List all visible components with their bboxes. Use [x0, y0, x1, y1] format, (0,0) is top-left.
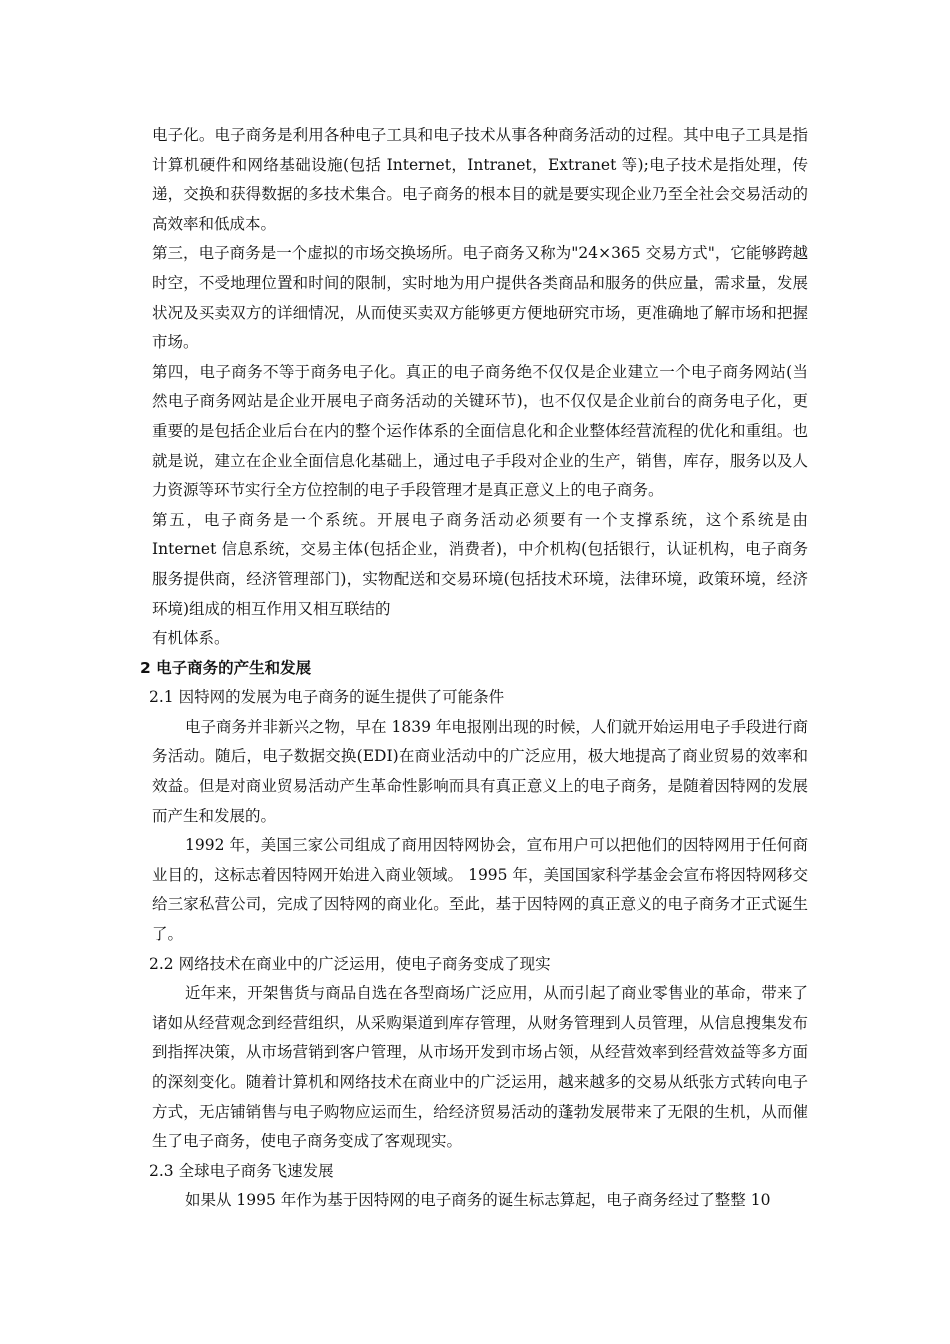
- section-heading-2: 2 电子商务的产生和发展: [140, 658, 312, 677]
- document-body: [140, 121, 808, 1216]
- paragraph-electronic-tools: 电子化。电子商务是利用各种电子工具和电子技术从事各种商务活动的过程。其中电子工具是指计算机硬件和网络基础设施(包括 Internet，Intranet，Extranet 等);电子技术是指处理，传递，交换和获得数据的多技术集合。电子商务的根本目的就是要实现企业乃至全社会交易活动的高效率和低成本。: [152, 126, 808, 233]
- subsection-heading-2-2: 2.2 网络技术在商业中的广泛运用，使电子商务变成了现实: [149, 954, 551, 973]
- paragraph-network-technology: 近年来，开架售货与商品自选在各型商场广泛应用，从而引起了商业零售业的革命，带来了诸如从经营观念到经营组织，从采购渠道到库存管理，从财务管理到人员管理，从信息搜集发布到指挥决策，从市场营销到客户管理，从市场开发到市场占领，从经营效率到经营效益等多方面的深刻变化。随着计算机和网络技术在商业中的广泛运用，越来越多的交易从纸张方式转向电子方式，无店铺销售与电子购物应运而生，给经济贸易活动的蓬勃发展带来了无限的生机，从而催生了电子商务，使电子商务变成了客观现实。: [152, 984, 808, 1151]
- paragraph-global-growth: 如果从 1995 年作为基于因特网的电子商务的诞生标志算起，电子商务经过了整整 10: [185, 1191, 771, 1210]
- paragraph-third-point: 第三，电子商务是一个虚拟的市场交换场所。电子商务又称为"24×365 交易方式"，它能够跨越时空，不受地理位置和时间的限制，实时地为用户提供各类商品和服务的供应量，需求量，发展状况及买卖双方的详细情况，从而使买卖双方能够更方便地研究市场，更准确地了解市场和把握市场。: [152, 244, 808, 352]
- subsection-heading-2-3: 2.3 全球电子商务飞速发展: [149, 1161, 334, 1180]
- subsection-heading-2-1: 2.1 因特网的发展为电子商务的诞生提供了可能条件: [149, 688, 505, 707]
- paragraph-fifth-point: 第五，电子商务是一个系统。开展电子商务活动必须要有一个支撑系统，这个系统是由 Internet 信息系统，交易主体(包括企业，消费者)，中介机构(包括银行，认证机构，电子商务服务提供商，经济管理部门)，实物配送和交易环境(包括技术环境，法律环境，政策环境，经济环境)组成的相互作用又相互联结的: [152, 510, 808, 618]
- paragraph-fourth-point: 第四，电子商务不等于商务电子化。真正的电子商务绝不仅仅是企业建立一个电子商务网站(当然电子商务网站是企业开展电子商务活动的关键环节)，也不仅仅是企业前台的商务电子化，更重要的是包括企业后台在内的整个运作体系的全面信息化和企业整体经营流程的优化和重组。也就是说，建立在企业全面信息化基础上，通过电子手段对企业的生产，销售，库存，服务以及人力资源等环节实行全方位控制的电子手段管理才是真正意义上的电子商务。: [152, 362, 808, 500]
- paragraph-ecommerce-origin: 电子商务并非新兴之物，早在 1839 年电报刚出现的时候，人们就开始运用电子手段进行商务活动。随后，电子数据交换(EDI)在商业活动中的广泛应用，极大地提高了商业贸易的效率和效益。但是对商业贸易活动产生革命性影响而具有真正意义上的电子商务，是随着因特网的发展而产生和发展的。: [152, 717, 808, 825]
- paragraph-organic-system: 有机体系。: [152, 629, 230, 648]
- paragraph-1992-history: 1992 年，美国三家公司组成了商用因特网协会，宣布用户可以把他们的因特网用于任何商业目的，这标志着因特网开始进入商业领域。 1995 年，美国国家科学基金会宣布将因特网移交给三家私营公司，完成了因特网的商业化。至此，基于因特网的真正意义的电子商务才正式诞生了。: [152, 836, 808, 944]
